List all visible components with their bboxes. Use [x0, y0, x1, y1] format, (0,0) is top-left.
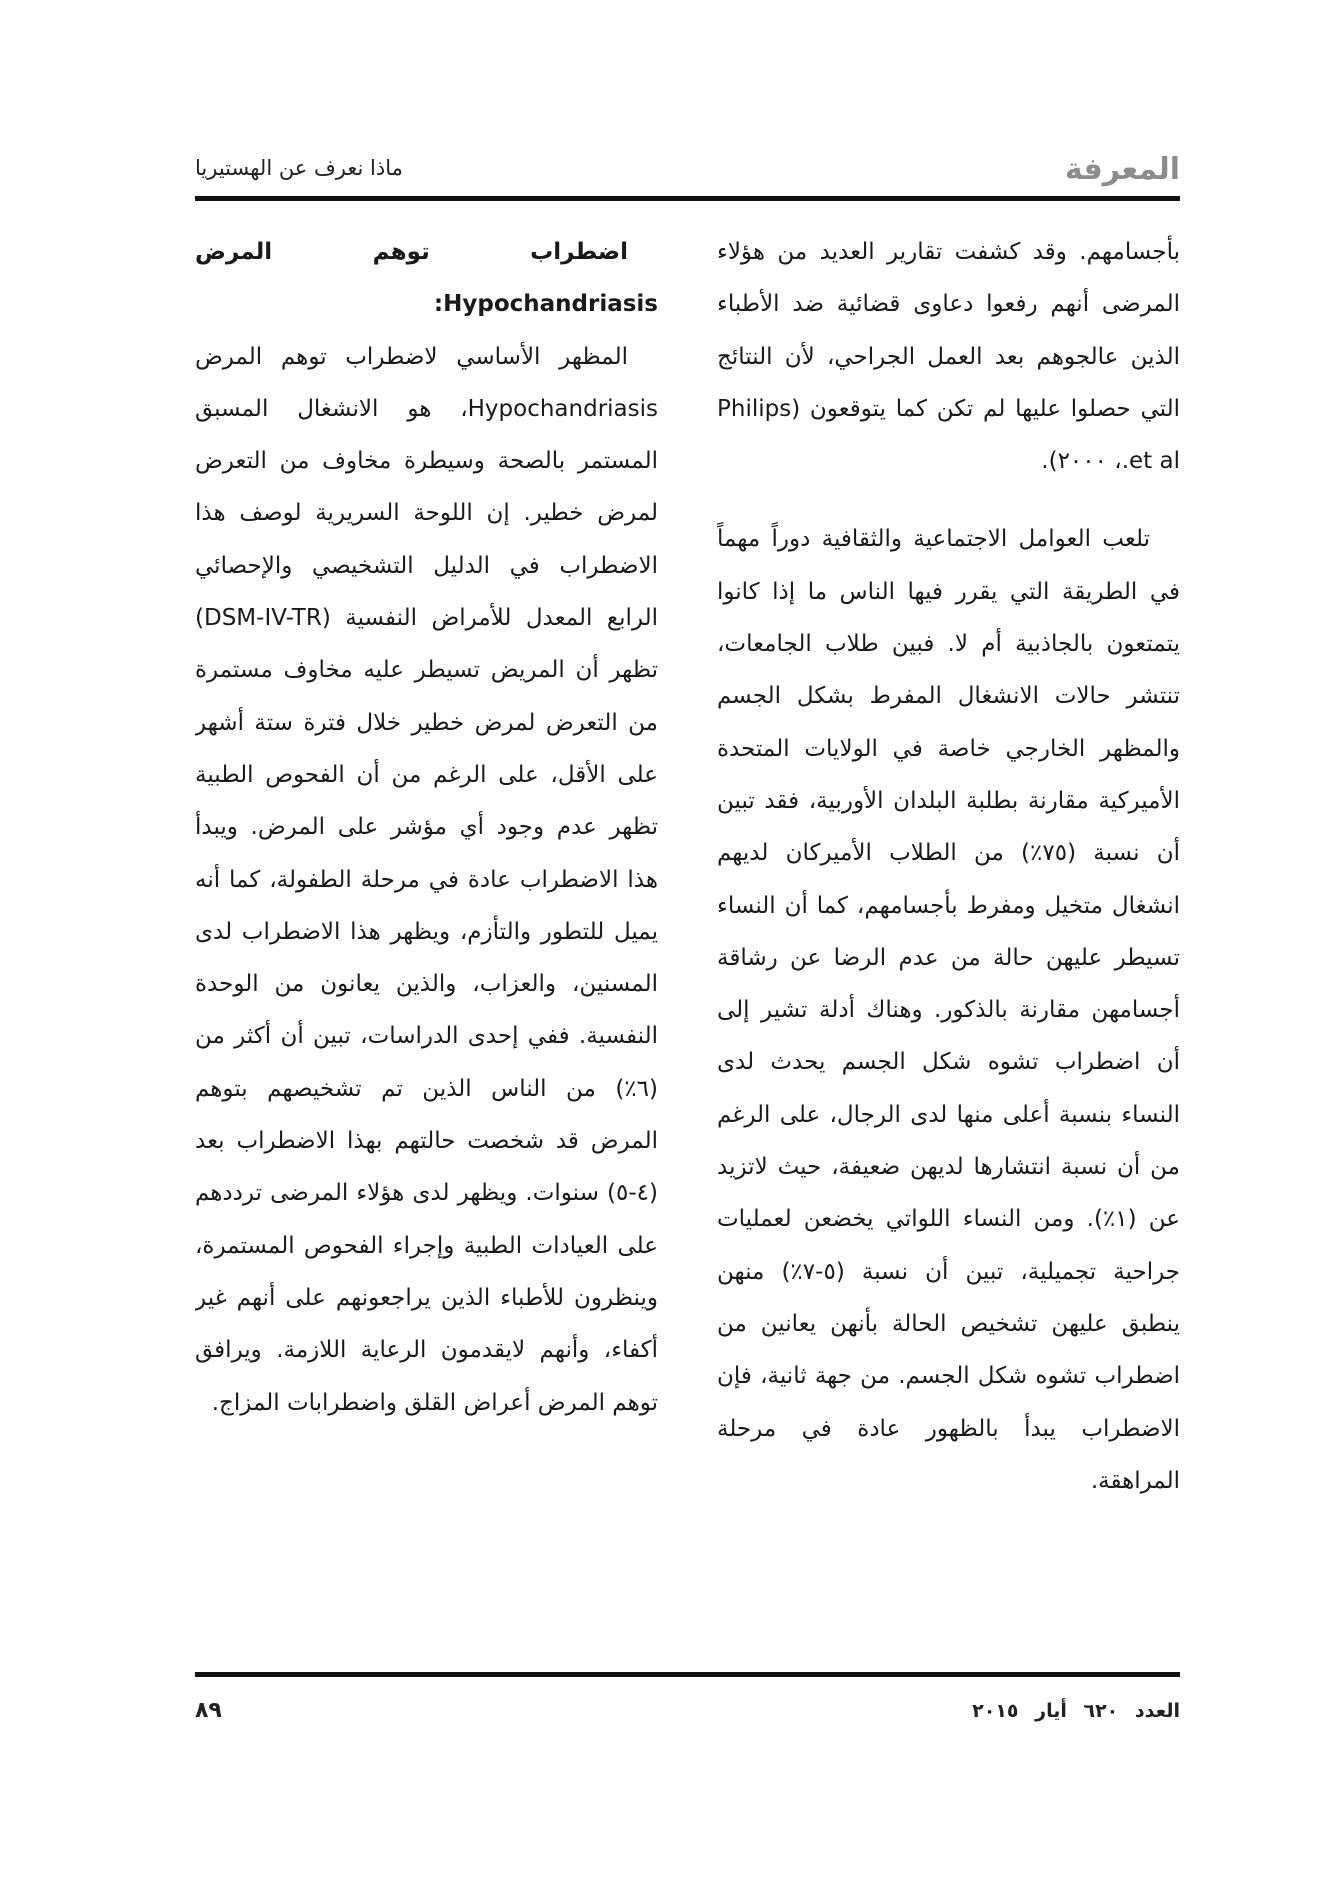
page-header [195, 148, 1180, 200]
magazine-logo: المعرفة [1064, 152, 1180, 187]
header-rule [195, 196, 1180, 201]
running-title: ماذا نعرف عن الهستيريا [195, 156, 403, 180]
left-column [195, 226, 658, 1656]
section-heading-latin: Hypochandriasis [443, 291, 658, 318]
page-number: ٨٩ [195, 1698, 222, 1723]
issue-info: العدد ٦٢٠ أيار ٢٠١٥ [972, 1700, 1180, 1722]
paragraph: المظهر الأساسي لاضطراب توهم المرض Hypochandriasis، هو الانشغال المسبق المستمر بالصحة وسيطرة مخاوف من التعرض لمرض خطير. إن اللوحة السريرية لوصف هذا الاضطراب في الدليل التشخيصي والإحصائي الرابع المعدل للأمراض النفسية (DSM-IV-TR) تظهر أن المريض تسيطر عليه مخاوف مستمرة من التعرض لمرض خطير خلال فترة ستة أشهر على الأقل، على الرغم من أن الفحوص الطبية تظهر عدم وجود أي مؤشر على المرض. ويبدأ هذا الاضطراب عادة في مرحلة الطفولة، كما أنه يميل للتطور والتأزم، ويظهر هذا الاضطراب لدى المسنين، والعزاب، والذين يعانون من الوحدة النفسية. ففي إحدى الدراسات، تبين أن أكثر من (٦٪) من الناس الذين تم تشخيصهم بتوهم المرض قد شخصت حالتهم بهذا الاضطراب بعد (٤-٥) سنوات. ويظهر لدى هؤلاء المرضى ترددهم على العيادات الطبية وإجراء الفحوص المستمرة، وينظرون للأطباء الذين يراجعونهم على أنهم غير أكفاء، وأنهم لايقدمون الرعاية اللازمة. ويرافق توهم المرض أعراض القلق واضطرابات المزاج. [195, 343, 658, 1416]
section-heading-arabic: اضطراب توهم المرض [195, 239, 628, 265]
paragraph: بأجسامهم. وقد كشفت تقارير العديد من هؤلاء المرضى أنهم رفعوا دعاوى قضائية ضد الأطباء الذين عالجوهم بعد العمل الجراحي، لأن النتائج التي حصلوا عليها لم تكن كما يتوقعون (Philips et al.، ٢٠٠٠). [717, 239, 1180, 475]
section-heading: اضطراب توهم المرض Hypochandriasis: [195, 239, 658, 318]
right-column [717, 226, 1180, 1656]
footer-rule [195, 1672, 1180, 1677]
paragraph: تلعب العوامل الاجتماعية والثقافية دوراً مهماً في الطريقة التي يقرر فيها الناس ما إذا كانوا يتمتعون بالجاذبية أم لا. فبين طلاب الجامعات، تنتشر حالات الانشغال المفرط بشكل الجسم والمظهر الخارجي خاصة في الولايات المتحدة الأميركية مقارنة بطلبة البلدان الأوربية، فقد تبين أن نسبة (٧٥٪) من الطلاب الأميركان لديهم انشغال متخيل ومفرط بأجسامهم، كما أن النساء تسيطر عليهن حالة من عدم الرضا عن رشاقة أجسامهن مقارنة بالذكور. وهناك أدلة تشير إلى أن اضطراب تشوه شكل الجسم يحدث لدى النساء بنسبة أعلى منها لدى الرجال، على الرغم من أن نسبة انتشارها لديهن ضعيفة، حيث لاتزيد عن (١٪). ومن النساء اللواتي يخضعن لعمليات جراحية تجميلية، تبين أن نسبة (٥-٧٪) منهن ينطبق عليهن تشخيص الحالة بأنهن يعانين من اضطراب تشوه شكل الجسم. من جهة ثانية، فإن الاضطراب يبدأ بالظهور عادة في مرحلة المراهقة. [717, 526, 1180, 1494]
